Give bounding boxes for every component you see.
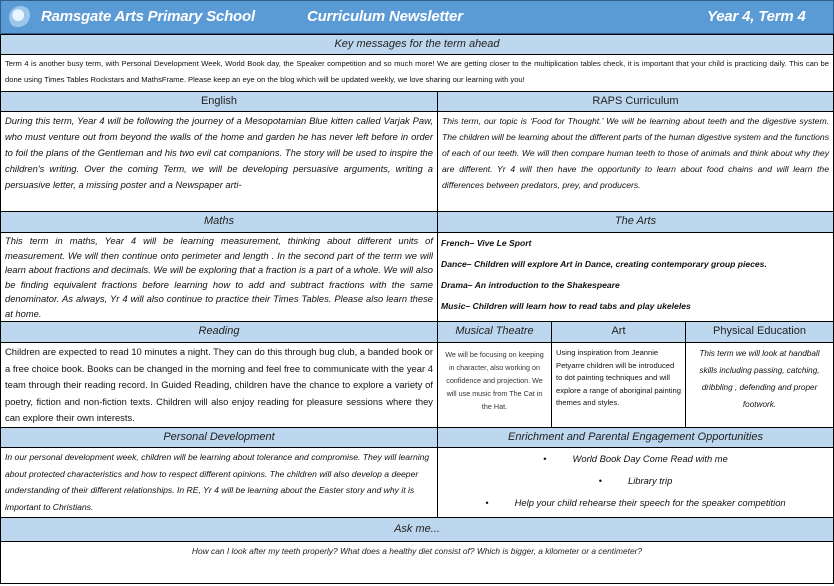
enrichment-section xyxy=(437,447,834,518)
english-section xyxy=(0,111,438,212)
arts-item-drama: Drama– An introduction to the Shakespeare xyxy=(441,280,620,290)
school-name: Ramsgate Arts Primary School xyxy=(41,8,255,25)
raps-curriculum-section xyxy=(437,111,834,212)
physical-education-heading: Physical Education xyxy=(685,321,834,343)
physical-education-section xyxy=(685,342,834,428)
enrichment-item: • World Book Day Come Read with me xyxy=(543,453,728,464)
musical-theatre-section xyxy=(437,342,552,428)
bullet-icon: • xyxy=(543,453,547,464)
musical-theatre-heading: Musical Theatre xyxy=(437,321,552,343)
ask-me-section xyxy=(0,541,834,584)
maths-section xyxy=(0,232,438,322)
enrichment-heading: Enrichment and Parental Engagement Opportunities xyxy=(437,427,834,448)
art-text: Using inspiration from Jeannie Petyarre children will be introduced to dot painting techniques and will explore a range of aboriginal painting themes and styles. xyxy=(556,348,681,408)
raps-curriculum-heading: RAPS Curriculum xyxy=(437,91,834,112)
arts-item-music: Music– Children will learn how to read tabs and play ukeleles xyxy=(441,301,691,311)
reading-section xyxy=(0,342,438,428)
english-heading: English xyxy=(0,91,438,112)
arts-item-french: French– Vive Le Sport xyxy=(441,238,532,248)
year-term: Year 4, Term 4 xyxy=(707,8,806,25)
english-text: During this term, Year 4 will be following the journey of a Mesopotamian Blue kitten called Varjak Paw, who must venture out from beyond the walls of the home and garden he has never left before in order to foil the plans of the Gentleman and his two evil cat companions. The story will be used to inspire the children's writing. Over the coming Term, we will be developing persuasive arguments, writing a persuasive letter, a missing poster and a Newspaper arti- xyxy=(5,115,433,190)
musical-theatre-text: We will be focusing on keeping in character, also working on confidence and projection. We will use music from The Cat in the Hat. xyxy=(445,350,544,411)
maths-text: This term in maths, Year 4 will be learning measurement, thinking about different units of measurement. We will then continue onto perimeter and length . In the second part of the term we will learn about fractions and decimals. We will be exploring that a fraction is a part of a whole. We will also be finding equivalent fractions before learning how to add and subtract fractions with the same denominator. As always, Yr 4 will also continue to practice their Times Tables. Please also learn these at home. xyxy=(5,235,433,319)
newsletter-title: Curriculum Newsletter xyxy=(307,8,463,25)
raps-curriculum-text: This term, our topic is ‘Food for Thought.’ We will be learning about teeth and the digestive system. The children will be learning about the different parts of the human digestive system and the functions of each of our teeth. We will then compare human teeth to those of animals and think about why they are different. Yr 4 will then have the opportunity to learn about food chains and will learn the differences between predators, prey, and producers. xyxy=(442,116,829,190)
personal-development-section xyxy=(0,447,438,518)
enrichment-item: • Help your child rehearse their speech for the speaker competition xyxy=(485,497,786,508)
reading-text: Children are expected to read 10 minutes a night. They can do this through bug club, a banded book or a free choice book. Books can be changed in the morning and feel free to communicate with the year 4 team through their reading record. In Guided Reading, children have the chance to explore a variety of poetry, fiction and non-fiction texts. Children will also enjoy reading for pleasure sessions where they can explore their own interests. xyxy=(5,346,433,423)
newsletter-header xyxy=(0,0,834,34)
maths-heading: Maths xyxy=(0,211,438,233)
the-arts-section xyxy=(437,232,834,322)
personal-development-heading: Personal Development xyxy=(0,427,438,448)
physical-education-text: This term we will look at handball skills including passing, catching, dribbling , defending and proper footwork. xyxy=(699,349,820,409)
key-messages-heading: Key messages for the term ahead xyxy=(0,34,834,55)
key-messages-text: Term 4 is another busy term, with Personal Development Week, World Book day, the Speaker competition and so much more! We are getting closer to the multiplication tables check, it is important that your child is practicing daily. This can be done using Times Tables Rockstars and MathsFrame. Please keep an eye on the blog which will be updated weekly, we love sharing our learning with you! xyxy=(5,59,829,84)
arts-item-dance: Dance– Children will explore Art in Dance, creating contemporary group pieces. xyxy=(441,259,767,269)
art-section xyxy=(551,342,686,428)
school-logo-icon xyxy=(9,6,32,29)
art-heading: Art xyxy=(551,321,686,343)
bullet-icon: • xyxy=(598,475,602,486)
bullet-icon: • xyxy=(485,497,489,508)
key-messages-section xyxy=(0,54,834,92)
ask-me-text: How can I look after my teeth properly? What does a healthy diet consist of? Which is bigger, a kilometer or a centimeter? xyxy=(191,546,643,556)
enrichment-item: • Library trip xyxy=(598,475,673,486)
the-arts-heading: The Arts xyxy=(437,211,834,233)
personal-development-text: In our personal development week, children will be learning about tolerance and compromise. They will learning about protected characteristics and how to respect different opinions. The children will also develop a deeper understanding of their different relationships. In RE, Yr 4 will be learning about the Easter story and why it is important to Christians. xyxy=(5,452,430,512)
ask-me-heading: Ask me... xyxy=(0,517,834,542)
reading-heading: Reading xyxy=(0,321,438,343)
